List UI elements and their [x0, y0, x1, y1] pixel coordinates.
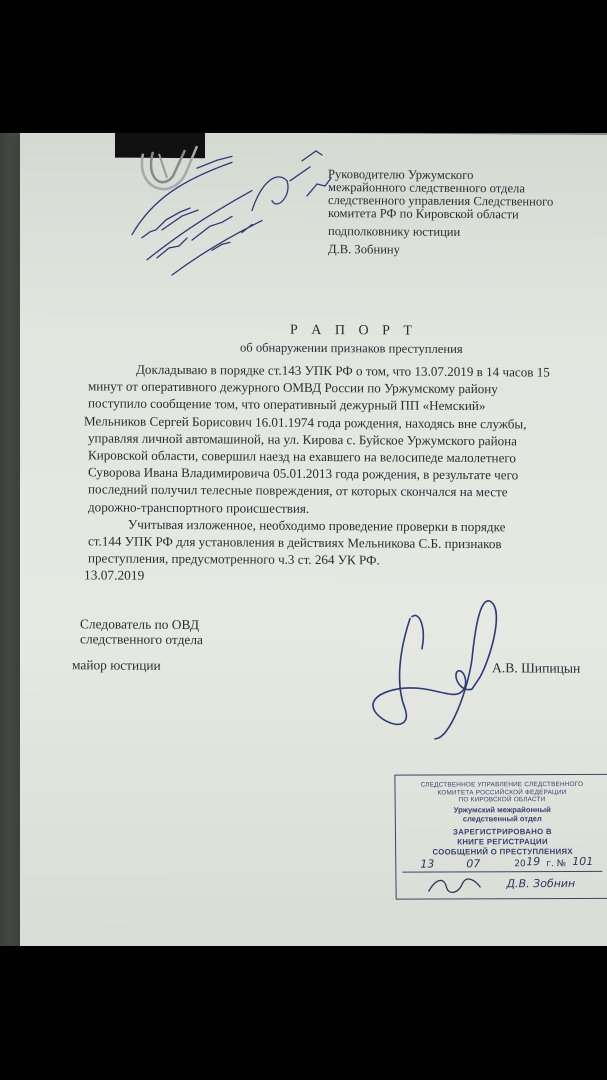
stamp-reg-1: ЗАРЕГИСТРИРОВАНО В [452, 826, 552, 837]
report-paragraph-2 [88, 515, 606, 570]
stamp-reg-2: КНИГЕ РЕГИСТРАЦИИ [457, 836, 548, 847]
stamp-line-5: следственный отдел [462, 813, 542, 824]
addressee-rank: подполковнику юстиции [328, 224, 461, 239]
paragraph-1-line-7: Суворова Ивана Владимировича 05.01.2013 года рождения, в результате чего [88, 464, 519, 483]
registration-stamp [394, 774, 607, 900]
signer-position-2: следственного отдела [80, 631, 203, 648]
signer-name: А.В. Шипицын [492, 660, 581, 676]
addressee-line-1: Руководителю Уржумского [328, 167, 474, 183]
stamp-number-label: г. № [546, 859, 567, 870]
paper-sheet [20, 133, 607, 946]
paragraph-1-line-4: Мельников Сергей Борисович 16.01.1974 года рождения, находясь вне службы, [84, 412, 527, 432]
paragraph-1-line-2: минут от оперативного дежурного ОМВД России по Уржумскому району [88, 378, 498, 397]
signature-image [340, 588, 520, 749]
paragraph-1-line-9: дорожно-транспортного происшествия. [88, 499, 310, 516]
stamp-line-4: Уржумский межрайонный [453, 804, 551, 815]
stamp-line-1: СЛЕДСТВЕННОЕ УПРАВЛЕНИЕ СЛЕДСТВЕННОГО [420, 780, 584, 789]
paragraph-2-line-2: ст.144 УПК РФ для установления в действиях Мельникова С.Б. признаков [88, 533, 502, 552]
paragraph-1-line-5: управляя личной автомашиной, на ул. Кирова с. Буйское Уржумского района [88, 430, 517, 449]
paragraph-1-line-6: Кировской области, совершил наезд на ехавшего на велосипеде малолетнего [88, 447, 516, 466]
signer-rank: майор юстиции [72, 657, 161, 673]
paragraph-1-line-8: последний получил телесные повреждения, от которых скончался на месте [88, 481, 508, 500]
report-date: 13.07.2019 [84, 567, 145, 583]
stamp-line-3: ПО КИРОВСКОЙ ОБЛАСТИ [458, 796, 546, 804]
handwritten-resolution [102, 139, 342, 281]
addressee-line-2: межрайонного следственного отдела [328, 180, 525, 196]
stamp-day: 13 [420, 857, 435, 871]
report-title: Р А П О Р Т [290, 322, 417, 339]
paragraph-1-line-3: поступило сообщение том, что оперативный дежурный ПП «Немский» [88, 395, 486, 414]
paragraph-2-line-3: преступления, предусмотренного ч.3 ст. 264 УК РФ. [88, 550, 380, 568]
addressee-line-4: комитета РФ по Кировской области [328, 206, 519, 222]
paragraph-1-line-1: Докладываю в порядке ст.143 УПК РФ о том, что 13.07.2019 в 14 часов 15 [136, 361, 550, 380]
stamp-signer: Д.В. Зобнин [506, 877, 576, 891]
stamp-signature-icon [424, 873, 484, 897]
stamp-number: 101 [572, 854, 594, 869]
addressee-name: Д.В. Зобнину [328, 242, 400, 257]
stamp-year: 19 [526, 855, 541, 869]
signer-position-1: Следователь по ОВД [80, 616, 199, 633]
paragraph-2-line-1: Учитывая изложенное, необходимо проведение проверки в порядке [128, 516, 506, 535]
report-subtitle: об обнаружении признаков преступления [240, 340, 463, 356]
stamp-year-prefix: 20 [514, 859, 526, 870]
stamp-line-2: КОМИТЕТА РОССИЙСКОЙ ФЕДЕРАЦИИ [437, 788, 567, 797]
report-paragraph-1 [84, 360, 606, 518]
stamp-month: 07 [466, 857, 481, 871]
document-photo [0, 133, 607, 946]
addressee-line-3: следственного управления Следственного [328, 193, 554, 209]
stamp-reg-3: СООБЩЕНИЙ О ПРЕСТУПЛЕНИЯХ [432, 846, 573, 857]
